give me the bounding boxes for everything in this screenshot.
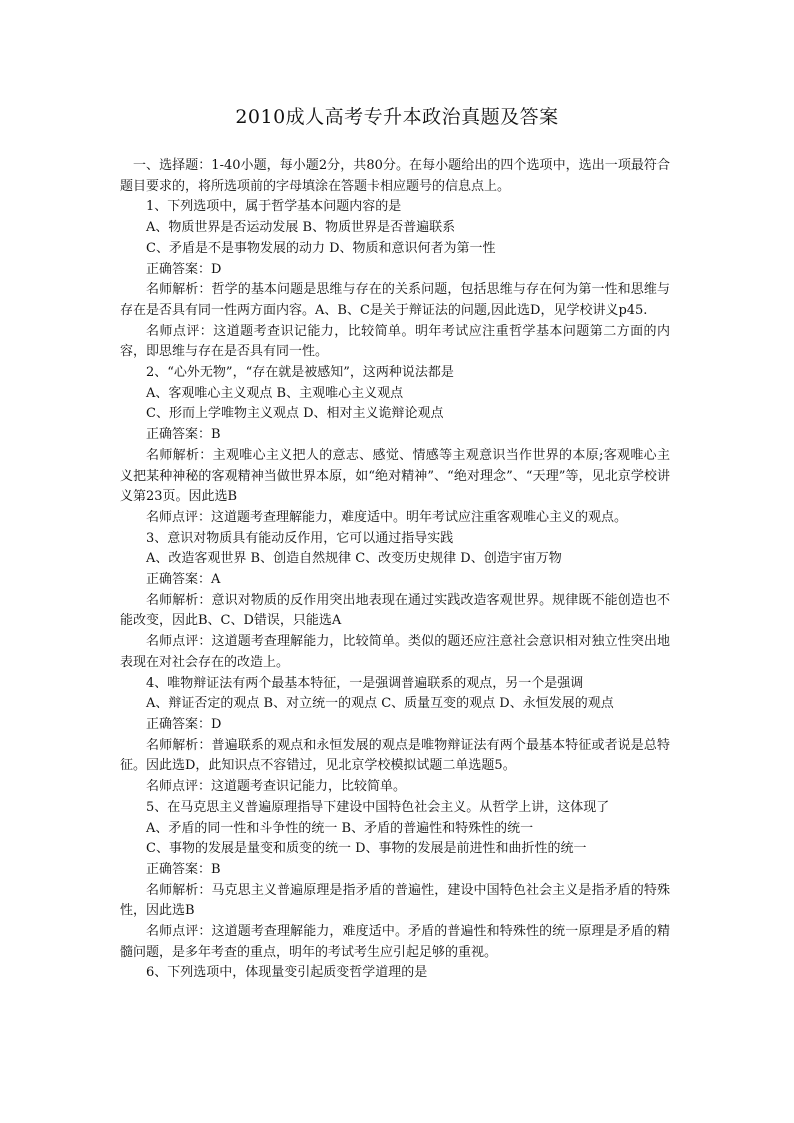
question-5-options-ab: A、矛盾的同一性和斗争性的统一 B、矛盾的普遍性和特殊性的统一 — [146, 820, 534, 836]
question-1-answer: 正确答案：D — [146, 261, 222, 277]
question-2-answer: 正确答案：B — [146, 427, 221, 443]
question-5-stem: 5、在马克思主义普遍原理指导下建设中国特色社会主义。从哲学上讲，这体现了 — [146, 799, 610, 815]
question-4-comment: 名师点评：这道题考查识记能力，比较简单。 — [146, 779, 407, 795]
question-2-comment: 名师点评：这道题考查理解能力，难度适中。明年考试应注重客观唯心主义的观点。 — [146, 509, 628, 525]
question-4-options: A、辩证否定的观点 B、对立统一的观点 C、质量互变的观点 D、永恒发展的观点 — [146, 696, 614, 712]
question-2-options-cd: C、形而上学唯物主义观点 D、相对主义诡辩论观点 — [146, 406, 444, 422]
document-body — [120, 156, 670, 984]
question-4-stem: 4、唯物辩证法有两个最基本特征，一是强调普遍联系的观点，另一个是强调 — [146, 675, 584, 691]
question-3-stem: 3、意识对物质具有能动反作用，它可以通过指导实践 — [146, 530, 454, 546]
question-3-answer: 正确答案：A — [146, 572, 221, 588]
question-2-analysis: 名师解析：主观唯心主义把人的意志、感觉、情感等主观意识当作世界的本原;客观唯心主义把某种神秘的客观精神当做世界本原，如“绝对精神”、“绝对理念”、“天理”等，见北京学校讲义第23页。因此选B — [120, 447, 670, 505]
question-1-analysis: 名师解析：哲学的基本问题是思维与存在的关系问题，包括思维与存在何为第一性和思维与存在是否具有同一性两方面内容。A、B、C是关于辩证法的问题,因此选D，见学校讲义p45. — [120, 282, 670, 318]
question-5-comment: 名师点评：这道题考查理解能力，难度适中。矛盾的普遍性和特殊性的统一原理是矛盾的精髓问题，是多年考查的重点，明年的考试考生应引起足够的重视。 — [120, 924, 670, 960]
question-2-options-ab: A、客观唯心主义观点 B、主观唯心主义观点 — [146, 385, 404, 401]
question-4-answer: 正确答案：D — [146, 716, 222, 732]
question-5-answer: 正确答案：B — [146, 861, 221, 877]
question-1-comment: 名师点评：这道题考查识记能力，比较简单。明年考试应注重哲学基本问题第二方面的内容，即思维与存在是否具有同一性。 — [120, 323, 670, 360]
question-5-analysis: 名师解析：马克思主义普遍原理是指矛盾的普遍性，建设中国特色社会主义是指矛盾的特殊性，因此选B — [120, 882, 670, 919]
question-3-analysis: 名师解析：意识对物质的反作用突出地表现在通过实践改造客观世界。规律既不能创造也不能改变，因此B、C、D错误，只能选A — [120, 592, 670, 629]
question-5-options-cd: C、事物的发展是量变和质变的统一 D、事物的发展是前进性和曲折性的统一 — [146, 841, 587, 857]
question-1-options-cd: C、矛盾是不是事物发展的动力 D、物质和意识何者为第一性 — [146, 240, 496, 256]
question-1-stem: 1、下列选项中，属于哲学基本问题内容的是 — [146, 199, 402, 215]
question-3-comment: 名师点评：这道题考查理解能力，比较简单。类似的题还应注意社会意识相对独立性突出地表现在对社会存在的改造上。 — [120, 634, 670, 670]
section-instructions: 一、选择题：1-40小题，每小题2分，共80分。在每小题给出的四个选项中，选出一项最符合题目要求的，将所选项前的字母填涂在答题卡相应题号的信息点上。 — [120, 158, 670, 194]
question-2-stem: 2、“心外无物”，“存在就是被感知”，这两种说法都是 — [146, 365, 454, 381]
question-6-stem: 6、下列选项中，体现量变引起质变哲学道理的是 — [146, 965, 428, 981]
question-4-analysis: 名师解析：普遍联系的观点和永恒发展的观点是唯物辩证法有两个最基本特征或者说是总特征。因此选D，此知识点不容错过，见北京学校模拟试题二单选题5。 — [120, 737, 670, 774]
question-1-options-ab: A、物质世界是否运动发展 B、物质世界是否普遍联系 — [146, 220, 456, 236]
document-title: 2010成人高考专升本政治真题及答案 — [235, 106, 559, 128]
question-3-options: A、改造客观世界 B、创造自然规律 C、改变历史规律 D、创造宇宙万物 — [146, 551, 562, 567]
